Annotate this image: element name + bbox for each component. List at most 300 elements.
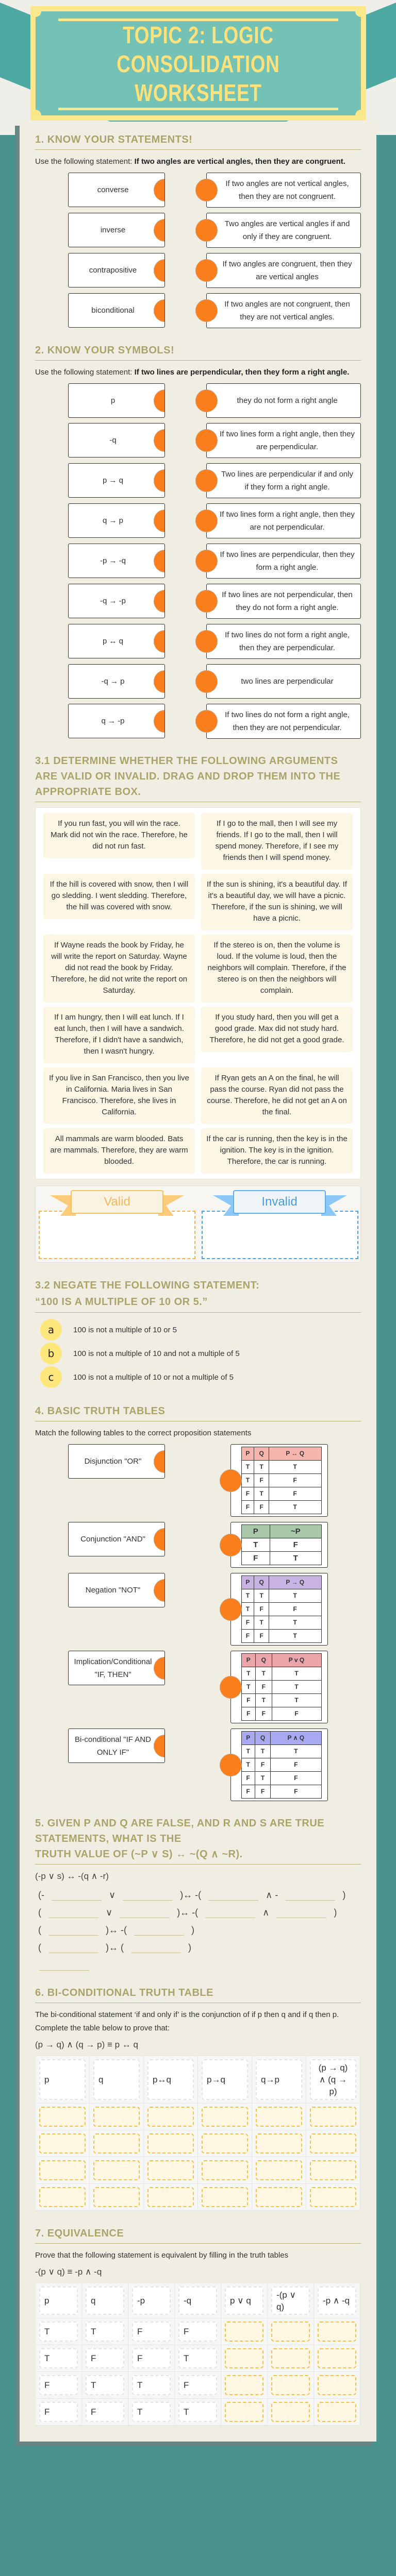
argument-card[interactable]: If I am hungry, then I will eat lunch. If I eat lunch, then I will have a sandwich. Therefore, if I didn't have a sandwich, then I wasn't hungry. bbox=[43, 1007, 195, 1063]
table-cell bbox=[306, 2104, 360, 2130]
operator-text: ∨ bbox=[106, 1907, 113, 1918]
match-definition-card[interactable] bbox=[230, 1728, 328, 1801]
answer-drop-slot[interactable] bbox=[147, 2160, 194, 2180]
expression: (-p ∨ s) ↔ -(q ∧ -r) bbox=[35, 1871, 109, 1881]
table-cell bbox=[314, 2345, 360, 2372]
answer-drop-slot[interactable] bbox=[310, 2160, 356, 2180]
column-header: q bbox=[86, 2286, 124, 2315]
truth-table-cell: F bbox=[271, 1758, 321, 1772]
answer-drop-slot[interactable] bbox=[318, 2321, 356, 2342]
connector-dot[interactable] bbox=[195, 710, 218, 733]
match-definition-card[interactable] bbox=[206, 503, 361, 538]
connector-dot[interactable] bbox=[154, 630, 165, 653]
match-row bbox=[35, 664, 361, 699]
match-definition-text: If two lines form a right angle, then they are perpendicular. bbox=[220, 430, 355, 451]
argument-card[interactable]: If you live in San Francisco, then you live in California. Maria lives in San Francisco. Therefore, she lives in California. bbox=[43, 1067, 195, 1124]
match-definition-text: Two lines are perpendicular if and only if they form a right angle. bbox=[221, 470, 353, 492]
header-cell bbox=[314, 2283, 360, 2318]
match-term-card[interactable] bbox=[68, 463, 165, 498]
options-list bbox=[35, 1318, 361, 1389]
matching-list bbox=[35, 383, 361, 739]
column-header: p→q bbox=[202, 2059, 248, 2100]
truth-table-cell: F bbox=[269, 1487, 321, 1501]
answer-drop-slot[interactable] bbox=[202, 2133, 248, 2154]
argument-card[interactable]: If the sun is shining, it's a beautiful day. If it's a beautiful day, we will have a picnic. Therefore, if the sun is shining, we will have a picnic. bbox=[201, 874, 353, 930]
header-cell bbox=[198, 2056, 252, 2104]
match-row bbox=[35, 293, 361, 328]
answer-drop-slot[interactable] bbox=[202, 2107, 248, 2127]
connector-dot[interactable] bbox=[195, 259, 218, 282]
heading-line: 5. GIVEN P AND Q ARE FALSE, AND R AND S ARE TRUE STATEMENTS, WHAT IS THE bbox=[35, 1818, 325, 1844]
match-definition-text: If two lines are perpendicular, then they form a right angle. bbox=[220, 550, 355, 572]
truth-table-cell: T bbox=[269, 1501, 321, 1514]
header-cell bbox=[252, 2056, 306, 2104]
answer-drop-slot[interactable] bbox=[225, 2348, 263, 2368]
truth-table-cell: F bbox=[254, 1630, 269, 1643]
answer-drop-slot[interactable] bbox=[256, 2187, 302, 2207]
match-term-label: Conjunction "AND" bbox=[80, 1535, 145, 1544]
blank-input[interactable] bbox=[205, 1907, 255, 1918]
match-term-card[interactable] bbox=[68, 1728, 165, 1763]
match-row bbox=[35, 173, 361, 208]
match-definition-card[interactable] bbox=[206, 664, 361, 699]
table-cell bbox=[144, 2184, 198, 2211]
truth-table-header: Q bbox=[254, 1447, 269, 1461]
connector-dot[interactable] bbox=[154, 1579, 165, 1602]
truth-table-header: ~P bbox=[270, 1525, 321, 1538]
given-value: T bbox=[86, 2375, 124, 2395]
drop-zones bbox=[35, 1185, 361, 1263]
table-cell bbox=[221, 2318, 268, 2345]
match-definition-card[interactable] bbox=[230, 1651, 328, 1723]
match-definition-card[interactable] bbox=[206, 253, 361, 288]
truth-table-cell: F bbox=[241, 1487, 254, 1501]
truth-table-header: P v Q bbox=[272, 1654, 321, 1667]
connector-dot[interactable] bbox=[154, 259, 165, 282]
section-heading: 3.1 DETERMINE WHETHER THE FOLLOWING ARGUMENTS ARE VALID OR INVALID. DRAG AND DROP THEM INTO THE APPROPRIATE BOX. bbox=[35, 753, 361, 802]
section-heading: 1. KNOW YOUR STATEMENTS! bbox=[35, 132, 361, 150]
answer-drop-slot[interactable] bbox=[39, 2107, 86, 2127]
truth-table-image bbox=[241, 1653, 322, 1721]
truth-table-header: P bbox=[241, 1654, 255, 1667]
match-term-card[interactable] bbox=[68, 544, 165, 578]
blank-input[interactable] bbox=[39, 1959, 89, 1971]
step-row bbox=[35, 1901, 361, 1918]
title-line: CONSOLIDATION bbox=[117, 50, 280, 77]
answer-drop-slot[interactable] bbox=[202, 2187, 248, 2207]
operator-text: ) bbox=[334, 1907, 337, 1918]
table-cell bbox=[175, 2318, 221, 2345]
truth-table-cell: T bbox=[254, 1487, 269, 1501]
match-definition-card[interactable] bbox=[206, 584, 361, 619]
given-value: F bbox=[132, 2321, 171, 2342]
match-row bbox=[35, 544, 361, 579]
given-value: T bbox=[178, 2348, 217, 2368]
answer-drop-slot[interactable] bbox=[256, 2133, 302, 2154]
blank-input[interactable] bbox=[276, 1907, 326, 1918]
truth-table-image bbox=[241, 1447, 322, 1514]
truth-table-cell: F bbox=[254, 1474, 269, 1487]
blank-input[interactable] bbox=[123, 1889, 173, 1901]
operator-text: ) bbox=[191, 1925, 194, 1935]
formula: (p → q) ∧ (q → p) ≡ p ↔ q bbox=[35, 2040, 138, 2049]
connector-dot[interactable] bbox=[154, 219, 165, 242]
table-cell bbox=[306, 2184, 360, 2211]
truth-table-image bbox=[241, 1731, 322, 1799]
connector-dot[interactable] bbox=[220, 1598, 242, 1621]
truth-table-cell: T bbox=[241, 1667, 255, 1681]
answer-drop-slot[interactable] bbox=[271, 2321, 310, 2342]
match-term-card[interactable] bbox=[68, 1651, 165, 1685]
heading-line: “100 IS A MULTIPLE OF 10 OR 5.” bbox=[35, 1296, 208, 1308]
section-negation bbox=[35, 1277, 361, 1389]
answer-drop-slot[interactable] bbox=[271, 2402, 310, 2422]
title-rule-bottom bbox=[58, 108, 338, 110]
connector-dot[interactable] bbox=[195, 550, 218, 572]
section-know-symbols bbox=[35, 343, 361, 739]
table-cell bbox=[252, 2104, 306, 2130]
match-term-label: inverse bbox=[100, 226, 126, 234]
match-term-card[interactable] bbox=[68, 1573, 165, 1607]
connector-dot[interactable] bbox=[220, 1534, 242, 1556]
connector-dot[interactable] bbox=[195, 670, 218, 693]
match-row bbox=[35, 1522, 361, 1568]
operator-text: ( bbox=[38, 1942, 41, 1953]
match-definition-text: If two lines do not form a right angle, then they are perpendicular. bbox=[225, 631, 350, 652]
formula: -(p ∨ q) ≡ -p ∧ -q bbox=[35, 2267, 102, 2277]
connector-dot[interactable] bbox=[154, 299, 165, 322]
section-valid-invalid bbox=[35, 753, 361, 1263]
blank-input[interactable] bbox=[52, 1889, 102, 1901]
answer-drop-slot[interactable] bbox=[271, 2348, 310, 2368]
match-term-card[interactable] bbox=[68, 624, 165, 658]
table-cell bbox=[82, 2345, 128, 2372]
connector-dot[interactable] bbox=[195, 299, 218, 322]
given-value: T bbox=[86, 2321, 124, 2342]
match-definition-text: two lines are perpendicular bbox=[241, 677, 334, 686]
match-term-label: -q → -p bbox=[100, 597, 126, 605]
connector-dot[interactable] bbox=[195, 630, 218, 653]
answer-drop-slot[interactable] bbox=[225, 2321, 263, 2342]
answer-drop-slot[interactable] bbox=[93, 2107, 140, 2127]
match-definition-card[interactable] bbox=[206, 293, 361, 328]
truth-table-cell: F bbox=[241, 1707, 255, 1721]
table-cell bbox=[268, 2399, 314, 2426]
truth-table-cell: F bbox=[241, 1772, 255, 1785]
valid-drop-zone[interactable] bbox=[39, 1211, 195, 1259]
answer-drop-slot[interactable] bbox=[39, 2187, 86, 2207]
answer-drop-slot[interactable] bbox=[318, 2375, 356, 2395]
match-definition-card[interactable] bbox=[206, 423, 361, 458]
match-definition-card[interactable] bbox=[230, 1573, 328, 1646]
table-cell bbox=[268, 2345, 314, 2372]
table-cell bbox=[36, 2345, 82, 2372]
table-cell bbox=[268, 2372, 314, 2399]
match-term-card[interactable] bbox=[68, 1522, 165, 1556]
truth-table-cell: T bbox=[270, 1552, 321, 1565]
truth-table-cell: F bbox=[241, 1552, 270, 1565]
table-cell bbox=[252, 2184, 306, 2211]
table-cell bbox=[36, 2104, 90, 2130]
truth-table-cell: T bbox=[241, 1745, 255, 1758]
step-row bbox=[35, 1883, 361, 1901]
match-row bbox=[35, 584, 361, 619]
header-cell bbox=[175, 2283, 221, 2318]
match-definition-text: If two angles are congruent, then they are vertical angles bbox=[222, 260, 352, 281]
connector-dot[interactable] bbox=[154, 429, 165, 452]
table-cell bbox=[90, 2184, 144, 2211]
connector-dot[interactable] bbox=[154, 1657, 165, 1680]
connector-dot[interactable] bbox=[154, 179, 165, 201]
table-cell bbox=[144, 2130, 198, 2157]
argument-card[interactable]: If the car is running, then the key is in the ignition. The key is in the ignition. Therefore, the car is running. bbox=[201, 1128, 353, 1174]
match-term-card[interactable] bbox=[68, 584, 165, 618]
match-term-card[interactable] bbox=[68, 293, 165, 328]
table-cell bbox=[306, 2130, 360, 2157]
operator-text: ) bbox=[342, 1890, 346, 1900]
connector-dot[interactable] bbox=[154, 710, 165, 733]
match-term-card[interactable] bbox=[68, 664, 165, 699]
table-cell bbox=[221, 2372, 268, 2399]
truth-table-cell: T bbox=[272, 1667, 321, 1681]
answer-option[interactable] bbox=[35, 1318, 361, 1342]
arguments-pool bbox=[35, 807, 361, 1179]
prompt bbox=[35, 366, 361, 379]
match-definition-card[interactable] bbox=[230, 1444, 328, 1517]
table-cell bbox=[36, 2399, 82, 2426]
column-header: -q bbox=[178, 2286, 217, 2315]
given-value: F bbox=[132, 2348, 171, 2368]
match-definition-card[interactable] bbox=[206, 624, 361, 659]
answer-drop-slot[interactable] bbox=[310, 2107, 356, 2127]
match-definition-text: If two angles are not congruent, then they are not vertical angles. bbox=[224, 300, 350, 321]
match-row bbox=[35, 503, 361, 538]
option-text[interactable]: 100 is not a multiple of 10 or not a multiple of 5 bbox=[73, 1372, 234, 1382]
option-letter-badge[interactable]: b bbox=[40, 1343, 62, 1364]
answer-drop-slot[interactable] bbox=[93, 2160, 140, 2180]
valid-label: Valid bbox=[71, 1190, 163, 1214]
truth-table-cell: F bbox=[255, 1681, 272, 1694]
operator-text: ( bbox=[38, 1907, 41, 1918]
table-cell bbox=[128, 2345, 175, 2372]
argument-card[interactable]: If the stereo is on, then the volume is loud. If the volume is loud, then the neighbors will complain. Therefore, if the stereo is on then the neighbors will complain. bbox=[201, 935, 353, 1003]
argument-card[interactable]: If Wayne reads the book by Friday, he will write the report on Saturday. Wayne did not read the book by Friday. Therefore, he did not write the report on Saturday. bbox=[43, 935, 195, 1003]
match-row bbox=[35, 463, 361, 498]
answer-drop-slot[interactable] bbox=[310, 2187, 356, 2207]
header-cell bbox=[221, 2283, 268, 2318]
option-text[interactable]: 100 is not a multiple of 10 or 5 bbox=[73, 1325, 177, 1334]
heading-line: TRUTH VALUE OF (~P ∨ S) ↔ ~(Q ∧ ~R). bbox=[35, 1849, 243, 1860]
connector-dot[interactable] bbox=[154, 670, 165, 693]
instruction: Prove that the following statement is equivalent by filling in the truth tables bbox=[35, 2251, 289, 2260]
argument-card[interactable]: If you study hard, then you will get a good grade. Max did not study hard. Therefore, he did not get a good grade. bbox=[201, 1007, 353, 1052]
match-definition-card[interactable] bbox=[206, 173, 361, 208]
blank-input[interactable] bbox=[285, 1889, 335, 1901]
connector-dot[interactable] bbox=[154, 1450, 165, 1473]
match-term-label: Bi-conditional "IF AND ONLY IF" bbox=[75, 1735, 151, 1757]
argument-card[interactable]: All mammals are warm blooded. Bats are mammals. Therefore, they are warm blooded. bbox=[43, 1128, 195, 1174]
operator-text: ∨ bbox=[109, 1890, 116, 1900]
header-cell bbox=[90, 2056, 144, 2104]
answer-drop-slot[interactable] bbox=[225, 2375, 263, 2395]
blank-input[interactable] bbox=[208, 1889, 258, 1901]
answer-drop-slot[interactable] bbox=[93, 2187, 140, 2207]
match-term-label: -p → -q bbox=[100, 556, 126, 565]
answer-drop-slot[interactable] bbox=[147, 2107, 194, 2127]
answer-drop-slot[interactable] bbox=[93, 2133, 140, 2154]
given-value: F bbox=[86, 2402, 124, 2422]
argument-card[interactable]: If I go to the mall, then I will see my friends. If I go to the mall, then I will spend money. Therefore, if I see my friends then I will spend money. bbox=[201, 813, 353, 870]
connector-dot[interactable] bbox=[154, 510, 165, 532]
match-term-card[interactable] bbox=[68, 503, 165, 538]
answer-drop-slot[interactable] bbox=[310, 2133, 356, 2154]
blank-input[interactable] bbox=[48, 1924, 98, 1936]
option-text[interactable]: 100 is not a multiple of 10 and not a multiple of 5 bbox=[73, 1349, 240, 1358]
answer-drop-slot[interactable] bbox=[225, 2402, 263, 2422]
answer-drop-slot[interactable] bbox=[318, 2402, 356, 2422]
match-term-label: converse bbox=[97, 185, 129, 194]
title-card bbox=[30, 6, 366, 121]
truth-table-cell: F bbox=[255, 1785, 270, 1799]
connector-dot[interactable] bbox=[154, 590, 165, 613]
truth-table-header: Q bbox=[255, 1654, 272, 1667]
given-value: F bbox=[39, 2375, 78, 2395]
option-letter-badge[interactable]: c bbox=[40, 1366, 62, 1388]
operator-text: )↔ -( bbox=[180, 1890, 202, 1900]
match-term-card[interactable] bbox=[68, 213, 165, 247]
connector-dot[interactable] bbox=[154, 550, 165, 572]
match-definition-card[interactable] bbox=[206, 213, 361, 248]
table-cell bbox=[314, 2399, 360, 2426]
match-term-label: Implication/Conditional "IF, THEN" bbox=[74, 1657, 152, 1679]
connector-dot[interactable] bbox=[154, 1528, 165, 1551]
table-cell bbox=[36, 2372, 82, 2399]
given-value: T bbox=[39, 2348, 78, 2368]
match-term-label: Negation "NOT" bbox=[85, 1586, 141, 1595]
blank-input[interactable] bbox=[48, 1942, 98, 1953]
connector-dot[interactable] bbox=[220, 1469, 242, 1492]
truth-table-cell: T bbox=[255, 1772, 270, 1785]
step-row bbox=[35, 1936, 361, 1953]
blank-input[interactable] bbox=[131, 1942, 181, 1953]
truth-table-cell: F bbox=[254, 1501, 269, 1514]
answer-drop-slot[interactable] bbox=[147, 2187, 194, 2207]
answer-drop-slot[interactable] bbox=[202, 2160, 248, 2180]
truth-table-cell: T bbox=[241, 1758, 255, 1772]
answer-option[interactable] bbox=[35, 1342, 361, 1365]
connector-dot[interactable] bbox=[195, 590, 218, 613]
truth-table-cell: F bbox=[241, 1785, 255, 1799]
connector-dot[interactable] bbox=[195, 469, 218, 492]
connector-dot[interactable] bbox=[220, 1754, 242, 1776]
table-cell bbox=[128, 2399, 175, 2426]
match-term-card[interactable] bbox=[68, 383, 165, 418]
match-term-label: q → -p bbox=[101, 717, 125, 725]
match-term-card[interactable] bbox=[68, 704, 165, 738]
table-cell bbox=[252, 2130, 306, 2157]
match-definition-card[interactable] bbox=[206, 544, 361, 579]
connector-dot[interactable] bbox=[195, 429, 218, 452]
truth-table-cell: F bbox=[270, 1538, 321, 1552]
answer-drop-slot[interactable] bbox=[271, 2375, 310, 2395]
argument-card[interactable]: If the hill is covered with snow, then I will go sledding. I went sledding. Therefore, the hill was covered with snow. bbox=[43, 874, 195, 919]
match-definition-card[interactable] bbox=[206, 704, 361, 739]
match-term-card[interactable] bbox=[68, 173, 165, 207]
column-header: -(p ∨ q) bbox=[271, 2286, 310, 2315]
invalid-drop-zone[interactable] bbox=[202, 1211, 358, 1259]
table-cell bbox=[175, 2399, 221, 2426]
truth-table-cell: T bbox=[241, 1589, 254, 1603]
column-header: p↔q bbox=[147, 2059, 194, 2100]
connector-dot[interactable] bbox=[195, 179, 218, 201]
argument-card[interactable]: If you run fast, you will win the race. Mark did not win the race. Therefore, he did not run fast. bbox=[43, 813, 195, 858]
answer-drop-slot[interactable] bbox=[39, 2133, 86, 2154]
table-cell bbox=[306, 2157, 360, 2184]
given-value: T bbox=[132, 2375, 171, 2395]
connector-dot[interactable] bbox=[195, 219, 218, 242]
match-definition-card[interactable] bbox=[206, 463, 361, 498]
answer-drop-slot[interactable] bbox=[256, 2160, 302, 2180]
option-letter-badge[interactable]: a bbox=[40, 1319, 62, 1341]
connector-dot[interactable] bbox=[195, 510, 218, 532]
blank-input[interactable] bbox=[134, 1924, 184, 1936]
invalid-label: Invalid bbox=[233, 1190, 326, 1214]
table-cell bbox=[128, 2372, 175, 2399]
truth-table-cell: F bbox=[254, 1603, 269, 1616]
match-definition-text: If two angles are not vertical angles, then they are not congruent. bbox=[225, 179, 349, 201]
operator-text: ∧ bbox=[262, 1907, 270, 1918]
answer-drop-slot[interactable] bbox=[39, 2160, 86, 2180]
truth-table-header: Q bbox=[254, 1576, 269, 1589]
match-term-card[interactable] bbox=[68, 253, 165, 287]
match-definition-card[interactable] bbox=[230, 1522, 328, 1568]
connector-dot[interactable] bbox=[154, 469, 165, 492]
argument-card[interactable]: If Ryan gets an A on the final, he will pass the course. Ryan did not pass the course. Therefore, he did not get an A on the final. bbox=[201, 1067, 353, 1124]
column-header: p bbox=[39, 2059, 86, 2100]
match-term-card[interactable] bbox=[68, 423, 165, 457]
blank-input[interactable] bbox=[120, 1907, 170, 1918]
table-cell bbox=[128, 2318, 175, 2345]
truth-table-cell: T bbox=[254, 1461, 269, 1474]
connector-dot[interactable] bbox=[154, 389, 165, 412]
answer-drop-slot[interactable] bbox=[256, 2107, 302, 2127]
header-cell bbox=[36, 2283, 82, 2318]
given-value: F bbox=[178, 2321, 217, 2342]
match-definition-card[interactable] bbox=[206, 383, 361, 418]
match-term-card[interactable] bbox=[68, 1444, 165, 1479]
section-truth-value bbox=[35, 1816, 361, 1971]
given-value: F bbox=[86, 2348, 124, 2368]
truth-table-header: P → Q bbox=[269, 1576, 321, 1589]
connector-dot[interactable] bbox=[154, 1735, 165, 1757]
section-heading: 4. BASIC TRUTH TABLES bbox=[35, 1403, 361, 1421]
section-heading: 2. KNOW YOUR SYMBOLS! bbox=[35, 343, 361, 361]
truth-table-cell: T bbox=[255, 1694, 272, 1707]
match-term-label: q → p bbox=[102, 516, 124, 525]
connector-dot[interactable] bbox=[220, 1676, 242, 1699]
column-header: (p → q) ∧ (q → p) bbox=[310, 2059, 356, 2100]
blank-input[interactable] bbox=[48, 1907, 98, 1918]
table-cell bbox=[90, 2130, 144, 2157]
truth-table-cell: T bbox=[269, 1461, 321, 1474]
instruction: Match the following tables to the correct proposition statements bbox=[35, 1429, 252, 1437]
connector-dot[interactable] bbox=[195, 389, 218, 412]
answer-drop-slot[interactable] bbox=[318, 2348, 356, 2368]
truth-table-cell: T bbox=[254, 1616, 269, 1630]
match-row bbox=[35, 253, 361, 288]
answer-option[interactable] bbox=[35, 1365, 361, 1389]
answer-drop-slot[interactable] bbox=[147, 2133, 194, 2154]
